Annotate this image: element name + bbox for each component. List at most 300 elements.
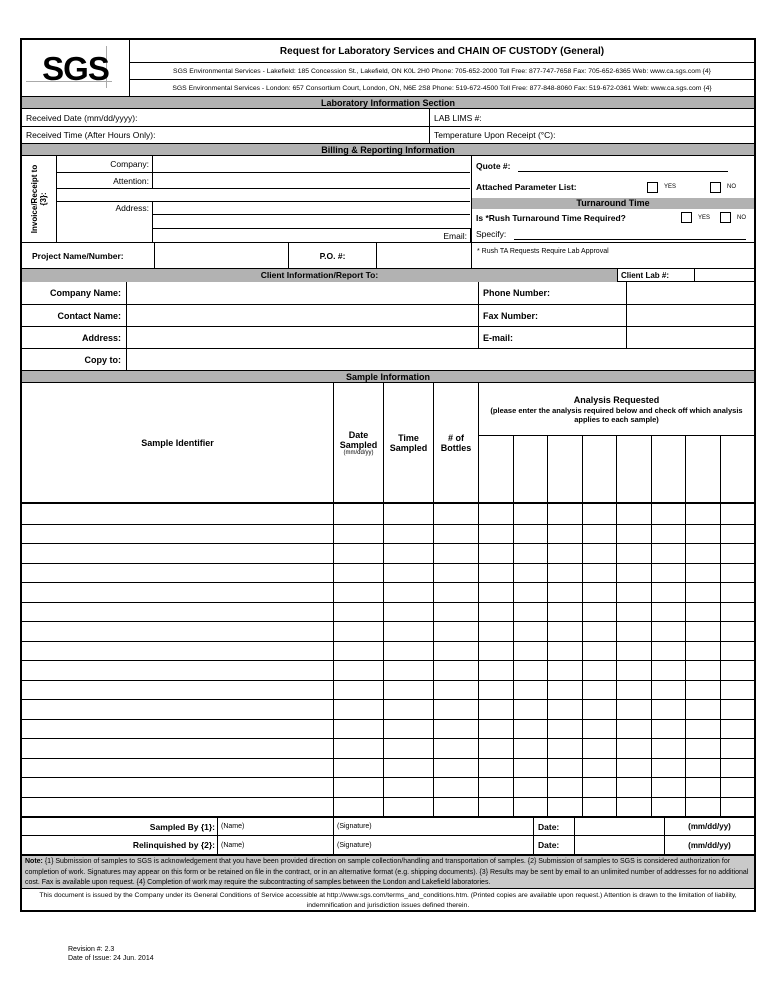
- analysis-check-cell[interactable]: [616, 641, 651, 661]
- bottles-input[interactable]: [433, 797, 478, 817]
- analysis-check-cell[interactable]: [547, 758, 582, 778]
- analysis-check-cell[interactable]: [478, 699, 513, 719]
- analysis-check-cell[interactable]: [582, 641, 617, 661]
- analysis-check-cell[interactable]: [513, 738, 548, 758]
- analysis-check-cell[interactable]: [513, 524, 548, 544]
- billing-address-input-line3[interactable]: [152, 214, 470, 228]
- analysis-name-input[interactable]: [685, 435, 720, 503]
- billing-company-input[interactable]: [152, 156, 470, 172]
- analysis-check-cell[interactable]: [582, 504, 617, 524]
- sample-identifier-input[interactable]: [22, 719, 333, 739]
- billing-attention-input[interactable]: [152, 172, 470, 188]
- bottles-input[interactable]: [433, 738, 478, 758]
- time-sampled-input[interactable]: [383, 582, 433, 602]
- analysis-requested-subtitle: (please enter the analysis required below and check off which analysis applies to each sample): [490, 405, 743, 424]
- analysis-check-cell[interactable]: [478, 543, 513, 563]
- time-sampled-input[interactable]: [383, 524, 433, 544]
- bottles-input[interactable]: [433, 524, 478, 544]
- sampled-by-date-format: (mm/dd/yy): [664, 818, 754, 835]
- analysis-check-cell[interactable]: [616, 504, 651, 524]
- relinquished-by-date-format: (mm/dd/yy): [664, 836, 754, 854]
- quote-number-line[interactable]: [518, 160, 728, 172]
- name-hint: (Name): [221, 823, 245, 830]
- relinquished-by-date-field[interactable]: [574, 836, 664, 854]
- sample-identifier-input[interactable]: [22, 563, 333, 583]
- client-email-input[interactable]: [626, 326, 756, 348]
- analysis-check-cell[interactable]: [478, 504, 513, 524]
- analysis-check-cell[interactable]: [720, 719, 755, 739]
- analysis-check-cell[interactable]: [720, 563, 755, 583]
- analysis-check-cell[interactable]: [651, 641, 686, 661]
- analysis-check-cell[interactable]: [616, 699, 651, 719]
- time-sampled-input[interactable]: [383, 758, 433, 778]
- analysis-check-cell[interactable]: [616, 563, 651, 583]
- client-lab-number-label: Client Lab #:: [617, 269, 694, 282]
- analysis-check-cell[interactable]: [547, 621, 582, 641]
- billing-address-input-line2[interactable]: [152, 201, 470, 214]
- signature-hint: (Signature): [337, 841, 372, 849]
- analysis-check-cell[interactable]: [685, 563, 720, 583]
- analysis-check-cell[interactable]: [478, 758, 513, 778]
- billing-attention-label: Attention:: [56, 172, 152, 188]
- project-name-label: Project Name/Number:: [32, 250, 124, 261]
- date-sampled-input[interactable]: [333, 680, 383, 700]
- analysis-check-cell[interactable]: [651, 738, 686, 758]
- terms-and-conditions-text: This document is issued by the Company under its General Conditions of Service accessible at http://www.sgs.com/terms_and_conditions.htm. (Printed copies are available upon request.) Attention is drawn to the limitation of liability, indemnification and jurisdiction issues defined therein.: [22, 888, 754, 910]
- analysis-check-cell[interactable]: [651, 621, 686, 641]
- relinquished-by-name-field[interactable]: [217, 836, 333, 854]
- analysis-check-cell[interactable]: [478, 563, 513, 583]
- analysis-check-cell[interactable]: [547, 699, 582, 719]
- analysis-check-cell[interactable]: [720, 738, 755, 758]
- client-address-input[interactable]: [126, 326, 478, 348]
- analysis-check-cell[interactable]: [582, 680, 617, 700]
- time-sampled-input[interactable]: [383, 797, 433, 817]
- analysis-check-cell[interactable]: [478, 777, 513, 797]
- analysis-check-cell[interactable]: [547, 563, 582, 583]
- analysis-check-cell[interactable]: [513, 621, 548, 641]
- turnaround-time-section-header: Turnaround Time: [472, 198, 754, 209]
- analysis-check-cell[interactable]: [513, 602, 548, 622]
- time-sampled-input[interactable]: [383, 543, 433, 563]
- analysis-check-cell[interactable]: [616, 602, 651, 622]
- analysis-check-cell[interactable]: [478, 797, 513, 817]
- client-contact-input[interactable]: [126, 304, 478, 326]
- lab-lims-field[interactable]: [429, 109, 754, 126]
- analysis-check-cell[interactable]: [513, 582, 548, 602]
- copy-to-label: Copy to:: [22, 348, 126, 370]
- temperature-field[interactable]: [429, 127, 754, 143]
- sample-identifier-input[interactable]: [22, 524, 333, 544]
- note-prefix: Note:: [25, 858, 43, 865]
- specify-line[interactable]: [514, 228, 746, 240]
- specify-label: Specify:: [476, 229, 507, 239]
- bottles-input[interactable]: [433, 621, 478, 641]
- analysis-check-cell[interactable]: [513, 563, 548, 583]
- client-company-input[interactable]: [126, 282, 478, 304]
- rush-no-label: NO: [737, 214, 746, 221]
- analysis-check-cell[interactable]: [616, 758, 651, 778]
- temperature-label: Temperature Upon Receipt (°C):: [434, 130, 556, 140]
- analysis-check-cell[interactable]: [651, 680, 686, 700]
- analysis-check-cell[interactable]: [513, 504, 548, 524]
- chain-of-custody-form: [20, 38, 756, 912]
- client-lab-number-input[interactable]: [694, 269, 754, 282]
- received-time-field[interactable]: [22, 127, 429, 143]
- bottles-input[interactable]: [433, 543, 478, 563]
- sample-identifier-input[interactable]: [22, 699, 333, 719]
- analysis-check-cell[interactable]: [685, 699, 720, 719]
- attached-parameter-yes-checkbox[interactable]: [647, 182, 658, 193]
- lab-lims-label: LAB LIMS #:: [434, 112, 482, 123]
- analysis-check-cell[interactable]: [616, 543, 651, 563]
- analysis-check-cell[interactable]: [547, 777, 582, 797]
- date-sampled-header-text: Date Sampled: [339, 429, 378, 450]
- analysis-check-cell[interactable]: [651, 777, 686, 797]
- analysis-check-cell[interactable]: [651, 719, 686, 739]
- sample-identifier-input[interactable]: [22, 543, 333, 563]
- analysis-check-cell[interactable]: [685, 602, 720, 622]
- analysis-check-cell[interactable]: [616, 680, 651, 700]
- sgs-logo: SGS: [42, 49, 109, 87]
- invoice-receipt-to-cell: [22, 156, 56, 242]
- analysis-check-cell[interactable]: [720, 758, 755, 778]
- time-sampled-input[interactable]: [383, 602, 433, 622]
- logo-cell: [22, 40, 130, 96]
- date-sampled-format-hint: (mm/dd/yy): [343, 449, 374, 456]
- analysis-check-cell[interactable]: [720, 524, 755, 544]
- sampled-by-date-field[interactable]: [574, 818, 664, 835]
- analysis-check-cell[interactable]: [582, 738, 617, 758]
- sample-identifier-input[interactable]: [22, 504, 333, 524]
- analysis-check-cell[interactable]: [513, 797, 548, 817]
- sample-identifier-input[interactable]: [22, 797, 333, 817]
- analysis-check-cell[interactable]: [547, 797, 582, 817]
- analysis-check-cell[interactable]: [582, 621, 617, 641]
- analysis-check-cell[interactable]: [616, 777, 651, 797]
- analysis-check-cell[interactable]: [478, 602, 513, 622]
- po-number-input[interactable]: [376, 243, 471, 268]
- time-sampled-input[interactable]: [383, 738, 433, 758]
- billing-company-label: Company:: [56, 156, 152, 172]
- client-fax-label: Fax Number:: [478, 304, 626, 326]
- relinquished-by-row: [22, 835, 754, 854]
- analysis-name-input[interactable]: [616, 435, 651, 503]
- analysis-check-cell[interactable]: [478, 621, 513, 641]
- analysis-check-cell[interactable]: [720, 602, 755, 622]
- analysis-check-cell[interactable]: [513, 641, 548, 661]
- date-sampled-input[interactable]: [333, 524, 383, 544]
- analysis-check-cell[interactable]: [651, 797, 686, 817]
- analysis-check-cell[interactable]: [547, 719, 582, 739]
- analysis-check-cell[interactable]: [547, 660, 582, 680]
- invoice-receipt-to-label: Invoice/Receipt to {3}:: [30, 164, 48, 234]
- date-of-issue: Date of Issue: 24 Jun. 2014: [68, 955, 154, 962]
- time-sampled-input[interactable]: [383, 777, 433, 797]
- sample-table-header: [22, 382, 754, 502]
- analysis-check-cell[interactable]: [651, 758, 686, 778]
- quote-number-label: Quote #:: [476, 161, 511, 171]
- time-sampled-input[interactable]: [383, 641, 433, 661]
- analysis-check-cell[interactable]: [478, 641, 513, 661]
- analysis-check-cell[interactable]: [685, 797, 720, 817]
- analysis-check-cell[interactable]: [547, 641, 582, 661]
- analysis-check-cell[interactable]: [720, 543, 755, 563]
- billing-section-header: Billing & Reporting Information: [22, 143, 754, 155]
- sample-identifier-input[interactable]: [22, 621, 333, 641]
- analysis-check-cell[interactable]: [582, 719, 617, 739]
- analysis-check-cell[interactable]: [582, 797, 617, 817]
- time-sampled-column-header: Time Sampled: [383, 383, 433, 503]
- analysis-check-cell[interactable]: [616, 719, 651, 739]
- analysis-check-cell[interactable]: [478, 660, 513, 680]
- analysis-check-cell[interactable]: [685, 641, 720, 661]
- attached-parameter-no-checkbox[interactable]: [710, 182, 721, 193]
- time-sampled-input[interactable]: [383, 680, 433, 700]
- analysis-check-cell[interactable]: [547, 504, 582, 524]
- sampled-by-name-field[interactable]: [217, 818, 333, 835]
- analysis-check-cell[interactable]: [651, 524, 686, 544]
- received-time-label: Received Time (After Hours Only):: [26, 130, 156, 140]
- analysis-name-input[interactable]: [651, 435, 686, 503]
- form-title: Request for Laboratory Services and CHAIN OF CUSTODY (General): [279, 45, 605, 57]
- project-name-input[interactable]: [154, 243, 288, 268]
- sample-identifier-input[interactable]: [22, 758, 333, 778]
- signature-hint: (Signature): [337, 823, 372, 830]
- date-sampled-input[interactable]: [333, 602, 383, 622]
- client-information-section-header: Client Information/Report To:: [22, 269, 617, 282]
- client-email-label: E-mail:: [478, 326, 626, 348]
- sampled-by-date-label: Date:: [533, 818, 574, 835]
- analysis-check-cell[interactable]: [720, 504, 755, 524]
- date-sampled-input[interactable]: [333, 582, 383, 602]
- analysis-check-cell[interactable]: [651, 563, 686, 583]
- relinquished-by-signature-field[interactable]: [333, 836, 533, 854]
- attached-parameter-no-label: NO: [727, 184, 736, 190]
- revision-number: Revision #: 2.3: [68, 946, 115, 953]
- date-sampled-column-header: [333, 383, 383, 503]
- analysis-check-cell[interactable]: [685, 621, 720, 641]
- date-sampled-input[interactable]: [333, 660, 383, 680]
- submission-note: [22, 854, 754, 888]
- analysis-check-cell[interactable]: [685, 738, 720, 758]
- analysis-check-cell[interactable]: [616, 582, 651, 602]
- analysis-check-cell[interactable]: [685, 758, 720, 778]
- analysis-check-cell[interactable]: [582, 543, 617, 563]
- time-sampled-input[interactable]: [383, 699, 433, 719]
- analysis-check-cell[interactable]: [513, 699, 548, 719]
- analysis-check-cell[interactable]: [651, 504, 686, 524]
- time-sampled-input[interactable]: [383, 719, 433, 739]
- analysis-check-cell[interactable]: [720, 660, 755, 680]
- billing-address-label: Address:: [56, 201, 152, 242]
- attached-parameter-yes-label: YES: [663, 184, 676, 190]
- analysis-check-cell[interactable]: [582, 660, 617, 680]
- billing-email-label: Email:: [152, 228, 470, 242]
- bottles-input[interactable]: [433, 504, 478, 524]
- analysis-check-cell[interactable]: [685, 777, 720, 797]
- analysis-check-cell[interactable]: [582, 563, 617, 583]
- bottles-input[interactable]: [433, 699, 478, 719]
- analysis-requested-title: Analysis Requested: [573, 394, 660, 405]
- sample-identifier-input[interactable]: [22, 582, 333, 602]
- analysis-check-cell[interactable]: [513, 719, 548, 739]
- bottles-input[interactable]: [433, 582, 478, 602]
- form-header: [22, 40, 754, 96]
- attached-parameter-list-label: Attached Parameter List:: [476, 182, 577, 192]
- analysis-check-cell[interactable]: [651, 699, 686, 719]
- analysis-check-cell[interactable]: [547, 680, 582, 700]
- note-text: {1} Submission of samples to SGS is acknowledgement that you have been provided direction on sample collection/handling and transportation of samples. {2} Submission of samples to SGS is considered authorization for completion of work. Signatures may appear on this form or be retained on file in the contract, or in an alternative format (e.g. shipping documents). {3} Results may be sent by email to an unlimited number of addresses for no additional cost. Fax is available upon request. {4} Completion of work may require the subcontracting of samples between the London and Lakefield laboratories.: [25, 858, 749, 886]
- date-sampled-input[interactable]: [333, 797, 383, 817]
- analysis-name-input[interactable]: [513, 435, 548, 503]
- sample-identifier-input[interactable]: [22, 777, 333, 797]
- analysis-check-cell[interactable]: [582, 777, 617, 797]
- analysis-check-cell[interactable]: [685, 543, 720, 563]
- analysis-check-cell[interactable]: [478, 524, 513, 544]
- analysis-check-cell[interactable]: [513, 777, 548, 797]
- analysis-name-input[interactable]: [720, 435, 755, 503]
- billing-section: [22, 155, 754, 268]
- analysis-check-cell[interactable]: [720, 699, 755, 719]
- analysis-check-cell[interactable]: [720, 680, 755, 700]
- analysis-check-cell[interactable]: [685, 660, 720, 680]
- analysis-check-cell[interactable]: [547, 602, 582, 622]
- rush-turnaround-question-label: Is *Rush Turnaround Time Required?: [476, 212, 626, 223]
- analysis-check-cell[interactable]: [478, 719, 513, 739]
- analysis-check-cell[interactable]: [478, 738, 513, 758]
- bottles-input[interactable]: [433, 563, 478, 583]
- analysis-check-cell[interactable]: [582, 758, 617, 778]
- bottles-input[interactable]: [433, 602, 478, 622]
- date-sampled-input[interactable]: [333, 641, 383, 661]
- analysis-check-cell[interactable]: [685, 504, 720, 524]
- rush-yes-checkbox[interactable]: [681, 212, 692, 223]
- time-sampled-input[interactable]: [383, 504, 433, 524]
- relinquished-by-label: Relinquished by {2}:: [132, 840, 215, 850]
- time-sampled-input[interactable]: [383, 621, 433, 641]
- bottles-input[interactable]: [433, 777, 478, 797]
- analysis-check-cell[interactable]: [582, 524, 617, 544]
- rush-approval-note: * Rush TA Requests Require Lab Approval: [472, 242, 754, 268]
- received-date-field[interactable]: [22, 109, 429, 126]
- rush-no-checkbox[interactable]: [720, 212, 731, 223]
- analysis-check-cell[interactable]: [547, 582, 582, 602]
- received-date-label: Received Date (mm/dd/yyyy):: [26, 112, 138, 123]
- bottles-input[interactable]: [433, 719, 478, 739]
- analysis-check-cell[interactable]: [582, 699, 617, 719]
- analysis-check-cell[interactable]: [478, 582, 513, 602]
- analysis-check-cell[interactable]: [720, 621, 755, 641]
- date-sampled-input[interactable]: [333, 738, 383, 758]
- sample-identifier-input[interactable]: [22, 738, 333, 758]
- sample-identifier-column-header: Sample Identifier: [141, 438, 214, 448]
- date-sampled-input[interactable]: [333, 563, 383, 583]
- analysis-check-cell[interactable]: [616, 524, 651, 544]
- date-sampled-input[interactable]: [333, 543, 383, 563]
- analysis-check-cell[interactable]: [616, 660, 651, 680]
- analysis-check-cell[interactable]: [547, 524, 582, 544]
- rush-yes-label: YES: [697, 214, 710, 221]
- client-contact-label: Contact Name:: [22, 304, 126, 326]
- client-address-label: Address:: [22, 326, 126, 348]
- analysis-check-cell[interactable]: [478, 680, 513, 700]
- analysis-check-cell[interactable]: [616, 738, 651, 758]
- london-address-line: SGS Environmental Services - London: 657 Consortium Court, London, ON, N6E 2S8 Phone: 519-672-4500 Toll Free: 877-848-8060 Fax: 519-672-0361 Web: www.ca.sgs.com {4}: [130, 79, 754, 96]
- bottles-input[interactable]: [433, 641, 478, 661]
- client-information-section: [22, 281, 754, 370]
- analysis-check-cell[interactable]: [720, 582, 755, 602]
- analysis-check-cell[interactable]: [582, 582, 617, 602]
- analysis-check-cell[interactable]: [547, 738, 582, 758]
- sample-identifier-input[interactable]: [22, 680, 333, 700]
- analysis-check-cell[interactable]: [616, 621, 651, 641]
- analysis-check-cell[interactable]: [547, 543, 582, 563]
- analysis-check-cell[interactable]: [685, 680, 720, 700]
- analysis-check-cell[interactable]: [720, 777, 755, 797]
- sample-table-body: [22, 502, 754, 816]
- analysis-check-cell[interactable]: [513, 680, 548, 700]
- sample-information-section-header: Sample Information: [22, 370, 754, 382]
- time-sampled-input[interactable]: [383, 563, 433, 583]
- date-sampled-input[interactable]: [333, 758, 383, 778]
- sampled-by-label: Sampled By {1}:: [149, 821, 215, 832]
- analysis-check-cell[interactable]: [720, 797, 755, 817]
- analysis-check-cell[interactable]: [685, 582, 720, 602]
- date-sampled-input[interactable]: [333, 719, 383, 739]
- date-sampled-input[interactable]: [333, 504, 383, 524]
- lakefield-address-line: SGS Environmental Services - Lakefield: 185 Concession St., Lakefield, ON K0L 2H0 Phone: 705-652-2000 Toll Free: 877-747-7658 Fax: 705-652-6365 Web: www.ca.sgs.com {4}: [130, 62, 754, 79]
- lab-information-section-header: Laboratory Information Section: [22, 96, 754, 108]
- bottles-column-header: # of Bottles: [433, 383, 478, 503]
- sample-identifier-input[interactable]: [22, 660, 333, 680]
- date-sampled-input[interactable]: [333, 699, 383, 719]
- analysis-check-cell[interactable]: [651, 660, 686, 680]
- analysis-name-input[interactable]: [547, 435, 582, 503]
- analysis-check-cell[interactable]: [651, 543, 686, 563]
- sampled-by-row: [22, 816, 754, 835]
- sample-identifier-input[interactable]: [22, 602, 333, 622]
- relinquished-by-date-label: Date:: [533, 836, 574, 854]
- analysis-check-cell[interactable]: [720, 641, 755, 661]
- time-sampled-input[interactable]: [383, 660, 433, 680]
- analysis-check-cell[interactable]: [651, 582, 686, 602]
- analysis-check-cell[interactable]: [616, 797, 651, 817]
- sampled-by-signature-field[interactable]: [333, 818, 533, 835]
- analysis-check-cell[interactable]: [685, 719, 720, 739]
- date-sampled-input[interactable]: [333, 621, 383, 641]
- name-hint: (Name): [221, 841, 245, 849]
- bottles-input[interactable]: [433, 680, 478, 700]
- sample-identifier-input[interactable]: [22, 641, 333, 661]
- bottles-input[interactable]: [433, 660, 478, 680]
- po-number-label: P.O. #:: [288, 243, 376, 268]
- date-sampled-input[interactable]: [333, 777, 383, 797]
- analysis-check-cell[interactable]: [651, 602, 686, 622]
- analysis-check-cell[interactable]: [582, 602, 617, 622]
- analysis-check-cell[interactable]: [513, 660, 548, 680]
- analysis-check-cell[interactable]: [513, 758, 548, 778]
- client-fax-input[interactable]: [626, 304, 756, 326]
- billing-address-input-line1[interactable]: [56, 188, 470, 201]
- bottles-input[interactable]: [433, 758, 478, 778]
- copy-to-input[interactable]: [126, 348, 756, 370]
- analysis-name-input[interactable]: [582, 435, 617, 503]
- analysis-check-cell[interactable]: [685, 524, 720, 544]
- client-phone-input[interactable]: [626, 282, 756, 304]
- analysis-check-cell[interactable]: [513, 543, 548, 563]
- analysis-name-input[interactable]: [478, 435, 513, 503]
